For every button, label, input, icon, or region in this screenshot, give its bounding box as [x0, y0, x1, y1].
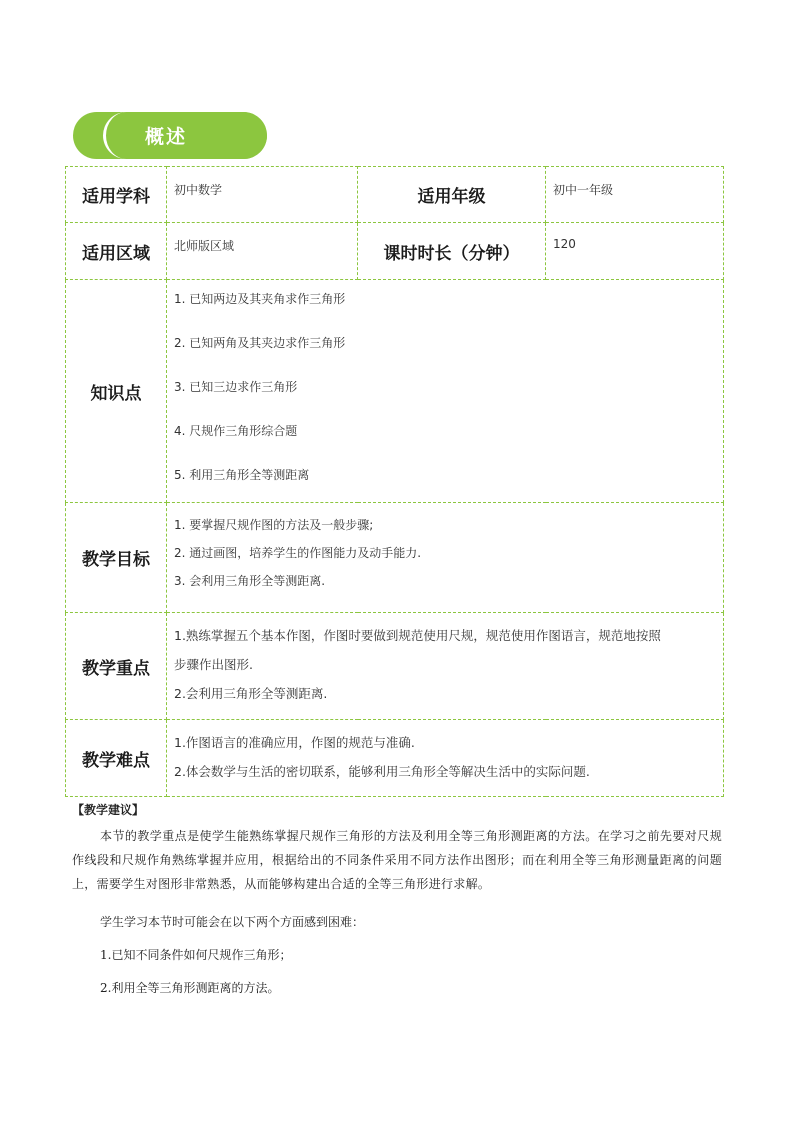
section-badge-label: 概述 [145, 126, 188, 148]
subject-label: 适用学科 [66, 167, 167, 223]
table-row [66, 280, 724, 503]
table-row [66, 720, 724, 797]
list-item: 2.会利用三角形全等测距离. [174, 686, 328, 701]
difficulty-list [167, 720, 724, 797]
knowledge-list [167, 280, 724, 503]
list-item: 4. 尺规作三角形综合题 [174, 424, 298, 438]
focus-label: 教学重点 [66, 613, 167, 720]
list-item: 1.熟练掌握五个基本作图，作图时要做到规范使用尺规，规范使用作图语言，规范地按照 [174, 628, 661, 643]
list-item: 2. 已知两角及其夹边求作三角形 [174, 336, 346, 350]
goals-label: 教学目标 [66, 503, 167, 613]
duration-label: 课时时长（分钟） [358, 223, 546, 280]
list-item: 1.已知不同条件如何尺规作三角形； [100, 948, 292, 962]
suggestion-intro: 学生学习本节时可能会在以下两个方面感到困难： [100, 915, 365, 929]
list-item: 1. 已知两边及其夹角求作三角形 [174, 292, 346, 306]
goals-list [167, 503, 724, 613]
list-item: 1.作图语言的准确应用，作图的规范与准确. [174, 735, 415, 750]
duration-value: 120 [546, 223, 724, 280]
course-info-table [65, 166, 724, 797]
table-row [66, 223, 724, 280]
list-item: 2.体会数学与生活的密切联系，能够利用三角形全等解决生活中的实际问题. [174, 764, 590, 779]
list-item: 5. 利用三角形全等测距离 [174, 468, 310, 482]
subject-value: 初中数学 [167, 167, 358, 223]
list-item: 3. 已知三边求作三角形 [174, 380, 298, 394]
suggestion-paragraph: 本节的教学重点是使学生能熟练掌握尺规作三角形的方法及利用全等三角形测距离的方法。在学习之前先要对尺规作线段和尺规作角熟练掌握并应用，根据给出的不同条件采用不同方法作出图形；而在利用全等三角形测量距离的问题上，需要学生对图形非常熟悉，从而能够构建出合适的全等三角形进行求解。 [72, 829, 722, 891]
difficulty-label: 教学难点 [66, 720, 167, 797]
region-label: 适用区域 [66, 223, 167, 280]
list-item: 3. 会利用三角形全等测距离. [174, 574, 326, 588]
table-row [66, 503, 724, 613]
knowledge-label: 知识点 [66, 280, 167, 503]
grade-label: 适用年级 [358, 167, 546, 223]
list-item: 步骤作出图形. [174, 657, 253, 672]
list-item: 2. 通过画图，培养学生的作图能力及动手能力. [174, 546, 422, 560]
focus-list [167, 613, 724, 720]
region-value: 北师版区域 [167, 223, 358, 280]
list-item: 1. 要掌握尺规作图的方法及一般步骤; [174, 518, 374, 532]
grade-value: 初中一年级 [546, 167, 724, 223]
table-row [66, 613, 724, 720]
table-row [66, 167, 724, 223]
list-item: 2.利用全等三角形测距离的方法。 [100, 981, 280, 995]
suggestion-title: 【教学建议】 [72, 803, 145, 817]
teaching-suggestion [72, 801, 722, 998]
